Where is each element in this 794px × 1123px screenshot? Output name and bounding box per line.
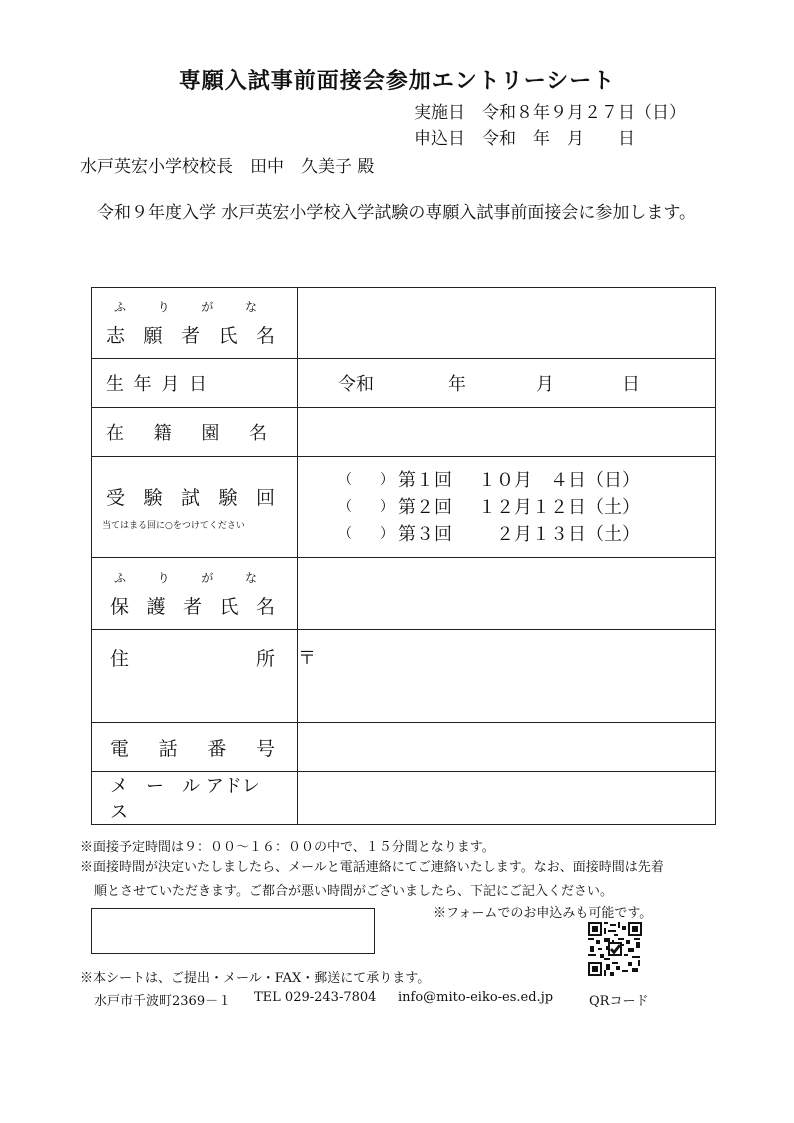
postal-mark: 〒 (298, 648, 316, 669)
school-field[interactable] (298, 408, 716, 457)
round-date: １０月 ４日（日） (478, 469, 640, 491)
row-applicant-name (92, 288, 716, 359)
qr-code-label: QRコード (589, 994, 649, 1009)
birthdate-label: 生 年 月 日 (106, 374, 207, 395)
address-label: 住 所 (110, 648, 275, 670)
applicant-ruby: ふ り が な (114, 300, 257, 314)
note-contact: ※面接時間が決定いたしましたら、メールと電話連絡にてご連絡いたします。なお、面接時間は先着 (80, 860, 664, 875)
round-paren: （ ） (338, 498, 394, 515)
row-school (92, 408, 716, 457)
exam-round-label: 受 験 試 験 回 (106, 487, 275, 509)
application-date: 申込日 令和 年 月 日 (414, 129, 635, 149)
row-birthdate (92, 359, 716, 408)
qr-code-icon[interactable] (588, 922, 642, 976)
exam-round-note: 当てはまる回に○をつけてください (102, 521, 245, 531)
address-field[interactable] (298, 630, 716, 723)
online-form-note: ※フォームでのお申込みも可能です。 (433, 906, 653, 921)
guardian-name-field[interactable] (298, 558, 716, 630)
round-option-2[interactable] (338, 494, 715, 521)
birth-era: 令和 (338, 374, 374, 395)
entry-form-table (91, 287, 716, 825)
row-exam-round (92, 457, 716, 558)
round-date: １２月１２日（土） (478, 496, 640, 518)
guardian-name-label: 保 護 者 氏 名 (110, 595, 275, 618)
birth-day: 日 (622, 374, 640, 395)
footer-phone: TEL 029-243-7804 (254, 990, 377, 1005)
implementation-date: 実施日 令和８年９月２７日（日） (414, 103, 686, 123)
birth-year: 年 (448, 374, 466, 395)
exam-round-field[interactable] (298, 457, 716, 558)
email-field[interactable] (298, 772, 716, 825)
round-date: ２月１３日（土） (478, 523, 640, 545)
email-label: メ ー ル アドレス (110, 776, 260, 823)
row-email (92, 772, 716, 825)
phone-label: 電 話 番 号 (110, 737, 275, 760)
round-paren: （ ） (338, 525, 394, 542)
round-name: 第２回 (398, 496, 452, 518)
round-name: 第１回 (398, 469, 452, 491)
page-title: 専願入試事前面接会参加エントリーシート (178, 68, 616, 94)
row-phone (92, 723, 716, 772)
round-option-3[interactable] (338, 521, 715, 548)
guardian-ruby: ふ り が な (114, 570, 257, 585)
phone-field[interactable] (298, 723, 716, 772)
note-interview-time: ※面接予定時間は９：００～１６：００の中で、１５分間となります。 (80, 840, 495, 855)
addressee: 水戸英宏小学校校長 田中 久美子 殿 (80, 157, 375, 177)
row-address (92, 630, 716, 723)
sheet-submission-note: ※本シートは、ご提出・メール・FAX・郵送にて承ります。 (80, 971, 431, 986)
intro-text: 令和９年度入学 水戸英宏小学校入学試験の専願入試事前面接会に参加します。 (97, 203, 697, 223)
applicant-name-field[interactable] (298, 288, 716, 359)
round-option-1[interactable] (338, 467, 715, 494)
footer-email-link[interactable]: info@mito-eiko-es.ed.jp (398, 990, 554, 1005)
birthdate-field[interactable] (298, 359, 716, 408)
round-name: 第３回 (398, 523, 452, 545)
birth-month: 月 (536, 374, 554, 395)
row-guardian-name (92, 558, 716, 630)
note-contact-cont: 順とさせていただきます。ご都合が悪い時間がございましたら、下記にご記入ください。 (94, 884, 613, 899)
footer-address: 水戸市千波町2369－１ (94, 994, 232, 1009)
school-label: 在 籍 園 名 (106, 423, 267, 444)
applicant-name-label: 志 願 者 氏 名 (106, 325, 275, 347)
round-paren: （ ） (338, 471, 394, 488)
preferred-time-box[interactable] (91, 908, 375, 954)
